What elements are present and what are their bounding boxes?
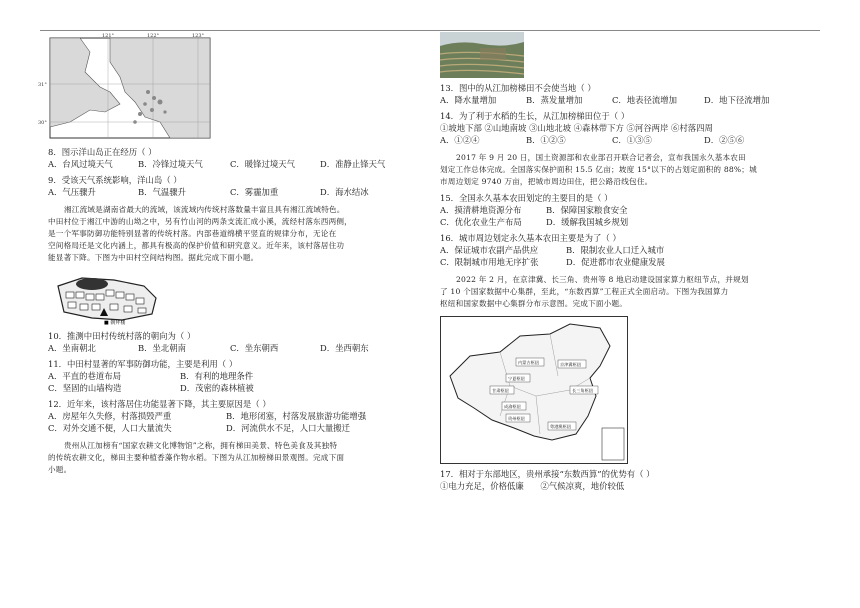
option[interactable]: B．①②⑤ bbox=[526, 135, 566, 145]
lon-label: 121° bbox=[102, 33, 115, 39]
yangshan-map bbox=[38, 32, 210, 142]
lat-label: 30° bbox=[38, 120, 47, 126]
passage-farmland bbox=[440, 152, 785, 188]
option[interactable]: D．坐西朝东 bbox=[320, 343, 369, 353]
option[interactable]: C．限制城市用地无序扩张 bbox=[440, 257, 539, 267]
option[interactable]: C．对外交通不便，人口大量流失 bbox=[48, 423, 172, 433]
map-label: 宁夏枢纽 bbox=[508, 376, 525, 381]
right-column bbox=[440, 32, 785, 492]
map-label: 粤港澳枢纽 bbox=[550, 424, 571, 429]
option[interactable]: D．缓解我国城乡规划 bbox=[546, 217, 629, 227]
option[interactable]: D．促进都市农业健康发展 bbox=[566, 257, 665, 267]
q15-options bbox=[440, 204, 785, 216]
q8-options bbox=[48, 158, 393, 170]
passage-jiabang bbox=[48, 440, 393, 476]
passage-line: 2022 年 2 月，在京津冀、长三角、贵州等 8 地启动建设国家算力枢纽节点，并规划 bbox=[456, 275, 749, 284]
passage-line: 2017 年 9 月 20 日，国土资源部和农业部召开联合记者会，宣布我国永久基本农田 bbox=[456, 153, 746, 162]
option[interactable]: B．蒸发量增加 bbox=[526, 95, 583, 105]
left-column bbox=[38, 32, 393, 476]
option[interactable]: B．保障国家粮食安全 bbox=[546, 205, 628, 215]
q15-options-2 bbox=[440, 216, 785, 228]
q10-stem: 10．推测中田村传统村落的朝向为（ ） bbox=[48, 331, 196, 341]
option[interactable]: A．保证城市农副产品供应 bbox=[440, 245, 539, 255]
map-label: 甘肃枢纽 bbox=[492, 388, 509, 393]
passage-line: 划定工作总体完成。全国落实保护面积 15.5 亿亩；坡度 15°以下的占划定面积的 88%；城 bbox=[440, 165, 757, 174]
lon-label: 123° bbox=[192, 33, 205, 39]
passage-line: 市周边划定 9740 万亩，把城市周边田住，把公路沿线包住。 bbox=[440, 177, 653, 186]
passage-zhongtian bbox=[48, 204, 393, 264]
option[interactable]: A．台风过境天气 bbox=[48, 159, 113, 169]
passage-line: 湘江流域是湖南省最大的流域，该流域内传统村落数量丰富且具有湘江流域特色。 bbox=[64, 205, 345, 214]
q8-stem: 8．图示洋山岛正在经历（ ） bbox=[48, 147, 157, 157]
gate-label: ■ 朝拜楼 bbox=[104, 320, 126, 326]
q14-choices: ①坡地下部 ②山地南坡 ③山地北坡 ④森林带下方 ⑤河谷两岸 ⑥村落四周 bbox=[440, 123, 713, 133]
q11-options-2 bbox=[48, 382, 393, 394]
passage-line: 空间格局还是文化内涵上，都具有极高的保护价值和研究意义。近年来，该村落居住功 bbox=[48, 241, 345, 250]
map-label: 成渝枢纽 bbox=[504, 404, 521, 409]
lon-label: 122° bbox=[147, 33, 160, 39]
header-rule bbox=[40, 30, 820, 31]
passage-line: 中田村位于湘江中游的山坳之中，另有竹山河的两条支流汇成小溪，流经村落东西两侧， bbox=[48, 217, 352, 226]
option[interactable]: D．茂密的森林植被 bbox=[180, 383, 254, 393]
village-plan bbox=[52, 272, 162, 326]
option[interactable]: A．气压骤升 bbox=[48, 187, 96, 197]
passage-line: 小题。 bbox=[48, 465, 72, 474]
option[interactable]: B．冷锋过境天气 bbox=[138, 159, 203, 169]
q17-choices: ①电力充足，价格低廉 ②气候凉爽，地价较低 bbox=[440, 481, 625, 491]
option[interactable]: C．地表径流增加 bbox=[612, 95, 678, 105]
q16-stem: 16．城市周边划定永久基本农田主要是为了（ ） bbox=[440, 233, 621, 243]
q12-options-2 bbox=[48, 422, 393, 434]
map-label: 京津冀枢纽 bbox=[560, 362, 581, 367]
q14-options bbox=[440, 134, 785, 146]
passage-line: 能显著下降。下图为中田村空间结构图。据此完成下面小题。 bbox=[48, 253, 259, 262]
passage-line: 是一个军事防御功能特别显著的传统村落。内部巷道绵横平竖直的规律分布，无论在 bbox=[48, 229, 337, 238]
option[interactable]: D．河流供水不足，人口大量搬迁 bbox=[226, 423, 350, 433]
option[interactable]: A．摸清耕地资源分布 bbox=[440, 205, 522, 215]
option[interactable]: B．限制农业人口迁入城市 bbox=[566, 245, 665, 255]
option[interactable]: C．①③⑤ bbox=[612, 135, 652, 145]
map-label: 贵州枢纽 bbox=[508, 416, 525, 421]
option[interactable]: B．坐北朝南 bbox=[138, 343, 187, 353]
q16-options-2 bbox=[440, 256, 785, 268]
map-label: 内蒙古枢纽 bbox=[518, 360, 539, 365]
passage-line: 了 10 个国家数据中心集群，至此，“东数西算”工程正式全面启动。下图为我国算力 bbox=[440, 287, 729, 296]
terrace-photo bbox=[440, 32, 524, 78]
passage-line: 枢纽和国家数据中心集群分布示意图。完成下面小题。 bbox=[440, 299, 628, 308]
q12-stem: 12．近年来，该村落居住功能显著下降，其主要原因是（ ） bbox=[48, 399, 271, 409]
q12-options bbox=[48, 410, 393, 422]
q14-stem: 14．为了利于水稻的生长，从江加榜梯田位于（ ） bbox=[440, 111, 630, 121]
option[interactable]: A．降水量增加 bbox=[440, 95, 497, 105]
option[interactable]: D．海水结冰 bbox=[320, 187, 369, 197]
option[interactable]: A．①②④ bbox=[440, 135, 480, 145]
q16-options bbox=[440, 244, 785, 256]
option[interactable]: B．气温骤升 bbox=[138, 187, 187, 197]
option[interactable]: C．雾霾加重 bbox=[230, 187, 279, 197]
q15-stem: 15．全国永久基本农田划定的主要目的是（ ） bbox=[440, 193, 613, 203]
option[interactable]: D．②⑤⑥ bbox=[704, 135, 745, 145]
option[interactable]: B．地形闭塞，村落发展旅游功能增强 bbox=[226, 411, 367, 421]
q10-options bbox=[48, 342, 393, 354]
q11-stem: 11．中田村显著的军事防御功能，主要是利用（ ） bbox=[48, 359, 238, 369]
china-datacenter-map bbox=[440, 316, 628, 464]
option[interactable]: D．地下径流增加 bbox=[704, 95, 770, 105]
lat-label: 31° bbox=[38, 82, 47, 88]
q17-stem: 17．相对于东部地区，贵州承接“东数西算”的优势有（ ） bbox=[440, 469, 655, 479]
option[interactable]: B．有利的地理条件 bbox=[180, 371, 254, 381]
option[interactable]: C．坚固的山墙构造 bbox=[48, 383, 122, 393]
passage-line: 的传统农耕文化，梯田主要种植香藻作物水稻。下图为从江加榜梯田景观图。完成下面 bbox=[48, 453, 345, 462]
passage-line: 贵州从江加榜有“国家农耕文化博物馆”之称，拥有梯田美景、特色美食及其独特 bbox=[64, 441, 338, 450]
option[interactable]: A．坐南朝北 bbox=[48, 343, 96, 353]
q13-stem: 13．图中的从江加榜梯田不会使当地（ ） bbox=[440, 83, 596, 93]
option[interactable]: C．坐东朝西 bbox=[230, 343, 279, 353]
passage-datacenter bbox=[440, 274, 785, 310]
q9-options bbox=[48, 186, 393, 198]
option[interactable]: A．平直的巷道布局 bbox=[48, 371, 122, 381]
q13-options bbox=[440, 94, 785, 106]
option[interactable]: D．准静止锋天气 bbox=[320, 159, 386, 169]
option[interactable]: C．暖锋过境天气 bbox=[230, 159, 296, 169]
map-label: 长三角枢纽 bbox=[572, 388, 593, 393]
option[interactable]: C．优化农业生产布局 bbox=[440, 217, 522, 227]
q11-options bbox=[48, 370, 393, 382]
option[interactable]: A．房屋年久失修，村落损毁严重 bbox=[48, 411, 172, 421]
q9-stem: 9．受该天气系统影响，洋山岛（ ） bbox=[48, 175, 182, 185]
